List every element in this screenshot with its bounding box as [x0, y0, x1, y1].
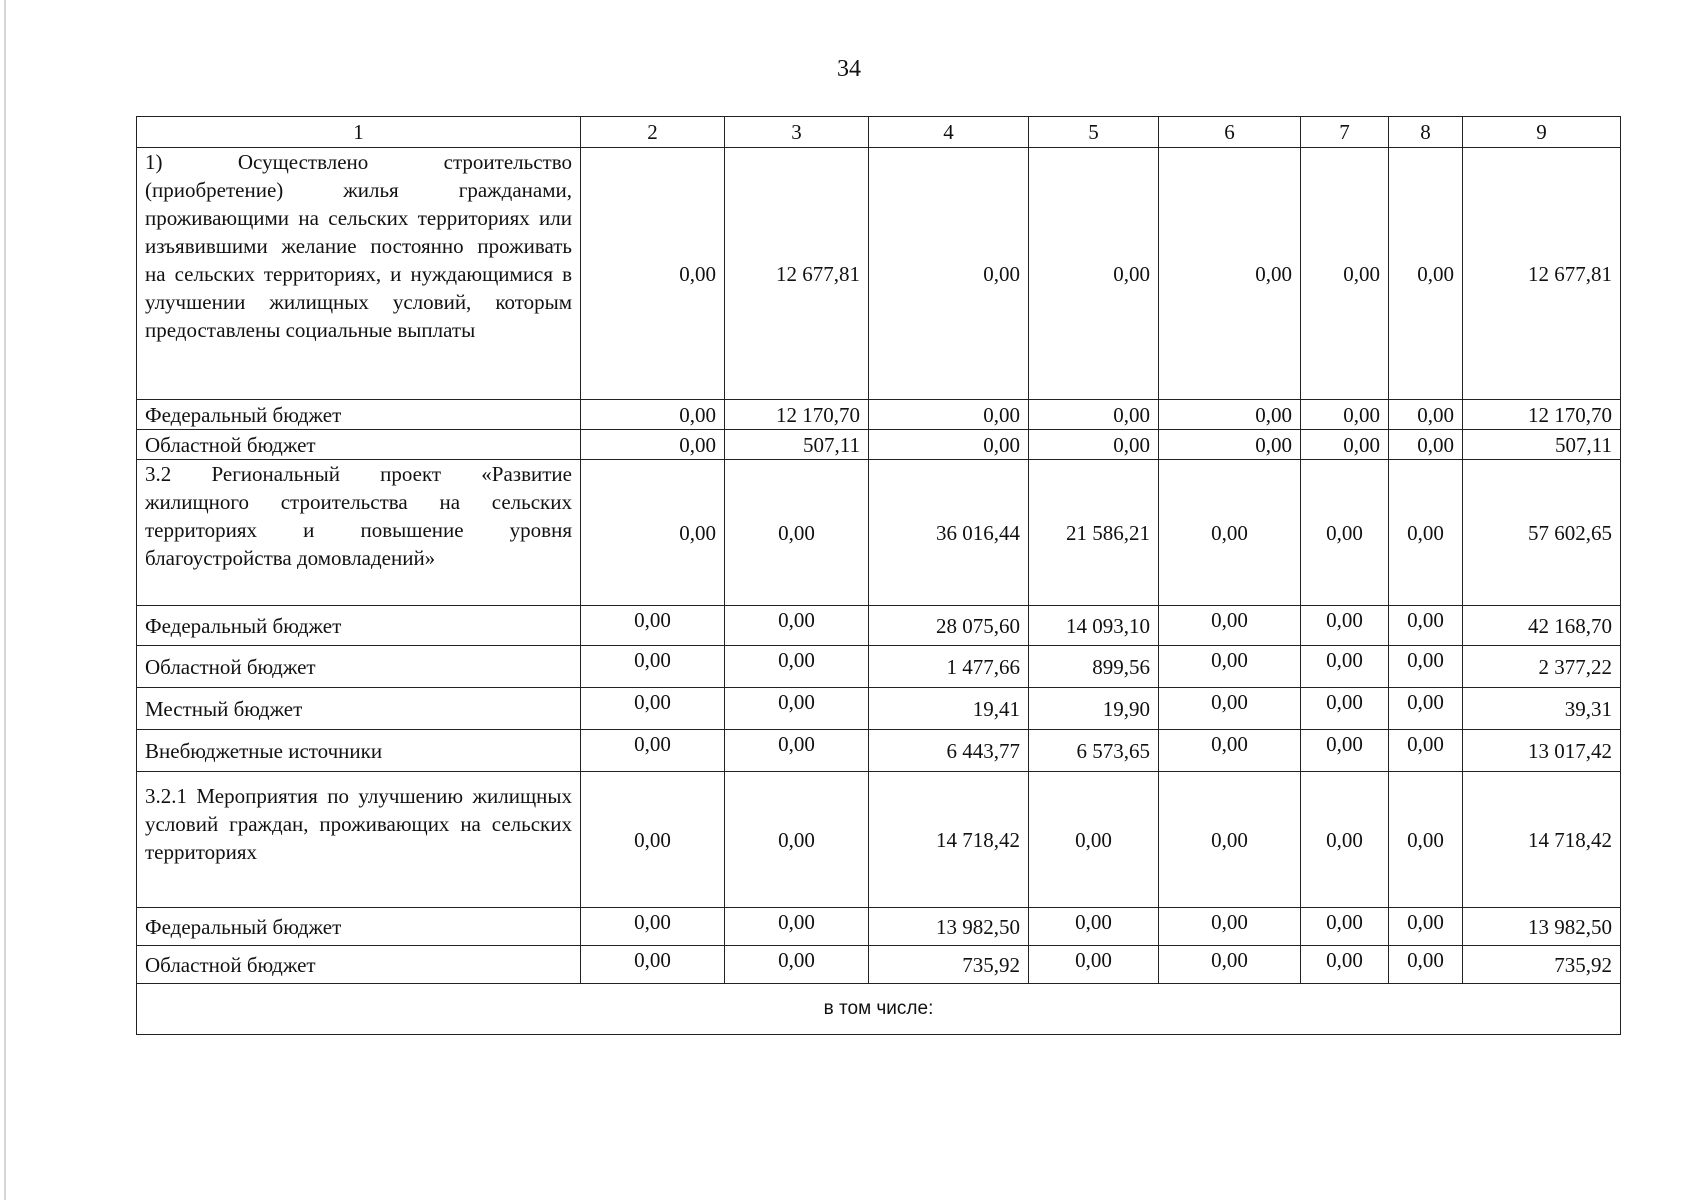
table-row [137, 400, 1621, 430]
table-cell: 507,11 [1463, 430, 1621, 460]
table-cell: 0,00 [581, 400, 725, 430]
table-cell: 0,00 [1301, 730, 1389, 772]
table-cell: 0,00 [581, 946, 725, 984]
table-cell: 0,00 [1389, 148, 1463, 400]
row-label: Федеральный бюджет [137, 606, 581, 646]
table-row [137, 908, 1621, 946]
table-cell: 12 170,70 [1463, 400, 1621, 430]
row-label: 1) Осуществлено строительство (приобретение) жилья гражданами, проживающими на сельских территориях или изъявившими желание постоянно проживать на сельских территориях, и нуждающимися в улучшении жилищных условий, которым предоставлены социальные выплаты [137, 148, 581, 400]
table-cell: 19,41 [869, 688, 1029, 730]
table-cell: 0,00 [1301, 148, 1389, 400]
table-row [137, 688, 1621, 730]
table-row [137, 772, 1621, 908]
table-cell: 13 017,42 [1463, 730, 1621, 772]
table-row [137, 148, 1621, 400]
table-cell: 0,00 [1389, 606, 1463, 646]
table-cell: 0,00 [725, 946, 869, 984]
header-row [137, 117, 1621, 148]
table-cell: 0,00 [725, 908, 869, 946]
table-cell: 0,00 [581, 730, 725, 772]
budget-table [136, 116, 1621, 1035]
table-cell: 28 075,60 [869, 606, 1029, 646]
table-cell: 39,31 [1463, 688, 1621, 730]
table-cell: 0,00 [1389, 730, 1463, 772]
table-cell: 0,00 [1301, 460, 1389, 606]
table-cell: 0,00 [1029, 148, 1159, 400]
row-label: Местный бюджет [137, 688, 581, 730]
table-row [137, 984, 1621, 1035]
table-cell: 0,00 [1159, 730, 1301, 772]
table-cell: 0,00 [725, 730, 869, 772]
table-cell: 0,00 [1029, 772, 1159, 908]
table-cell: 0,00 [725, 606, 869, 646]
table-cell: 899,56 [1029, 646, 1159, 688]
table-cell: 0,00 [725, 688, 869, 730]
table-cell: 12 170,70 [725, 400, 869, 430]
table-cell: 13 982,50 [1463, 908, 1621, 946]
table-cell: 0,00 [1159, 460, 1301, 606]
table-cell: 0,00 [869, 400, 1029, 430]
table-cell: 57 602,65 [1463, 460, 1621, 606]
row-label: Федеральный бюджет [137, 908, 581, 946]
table-cell: 0,00 [1389, 908, 1463, 946]
table-cell: 0,00 [1159, 400, 1301, 430]
table-cell: 0,00 [1301, 772, 1389, 908]
table-cell: 0,00 [1389, 430, 1463, 460]
table-cell: 0,00 [1159, 946, 1301, 984]
table-cell: 0,00 [581, 688, 725, 730]
table-cell: 0,00 [1301, 688, 1389, 730]
table-cell: 0,00 [1159, 688, 1301, 730]
column-header: 7 [1301, 117, 1389, 148]
table-cell: 12 677,81 [725, 148, 869, 400]
table-cell: 0,00 [1029, 908, 1159, 946]
table-cell: 0,00 [1159, 148, 1301, 400]
table-cell: 507,11 [725, 430, 869, 460]
column-header: 1 [137, 117, 581, 148]
table-cell: 42 168,70 [1463, 606, 1621, 646]
table-cell: 0,00 [725, 460, 869, 606]
table-cell: 0,00 [581, 606, 725, 646]
column-header: 2 [581, 117, 725, 148]
row-label: Внебюджетные источники [137, 730, 581, 772]
table-row [137, 606, 1621, 646]
row-label: 3.2.1 Мероприятия по улучшению жилищных условий граждан, проживающих на сельских территориях [137, 772, 581, 908]
table-cell: 735,92 [1463, 946, 1621, 984]
table-cell: 0,00 [1389, 688, 1463, 730]
table-cell: 0,00 [1301, 430, 1389, 460]
table-cell: 0,00 [869, 430, 1029, 460]
column-header: 9 [1463, 117, 1621, 148]
table-cell: 6 573,65 [1029, 730, 1159, 772]
table-cell: 0,00 [581, 772, 725, 908]
table-cell: 0,00 [581, 646, 725, 688]
table-cell: 0,00 [1389, 400, 1463, 430]
table-cell: 36 016,44 [869, 460, 1029, 606]
table-cell: 0,00 [1029, 430, 1159, 460]
table-row [137, 946, 1621, 984]
table-cell: 0,00 [1159, 606, 1301, 646]
table-cell: 0,00 [1029, 400, 1159, 430]
table-cell: 0,00 [1159, 772, 1301, 908]
row-label: Областной бюджет [137, 946, 581, 984]
table-cell: 0,00 [1389, 946, 1463, 984]
table-cell: 0,00 [869, 148, 1029, 400]
table-cell: 2 377,22 [1463, 646, 1621, 688]
table-cell: 6 443,77 [869, 730, 1029, 772]
table-row [137, 430, 1621, 460]
table-cell: 0,00 [1301, 400, 1389, 430]
table-cell: 0,00 [581, 148, 725, 400]
table-cell: 0,00 [1301, 908, 1389, 946]
table-cell: 0,00 [581, 908, 725, 946]
column-header: 3 [725, 117, 869, 148]
table-cell: 0,00 [1159, 430, 1301, 460]
table-cell: 0,00 [1159, 908, 1301, 946]
table-cell: 0,00 [725, 646, 869, 688]
including-note: в том числе: [137, 984, 1621, 1035]
table-row [137, 646, 1621, 688]
column-header: 5 [1029, 117, 1159, 148]
scan-edge-line [4, 0, 6, 1200]
column-header: 8 [1389, 117, 1463, 148]
table-cell: 0,00 [581, 430, 725, 460]
table-cell: 14 718,42 [869, 772, 1029, 908]
table-cell: 735,92 [869, 946, 1029, 984]
table-cell: 0,00 [1159, 646, 1301, 688]
table-cell: 19,90 [1029, 688, 1159, 730]
table-cell: 0,00 [1301, 606, 1389, 646]
table-cell: 0,00 [581, 460, 725, 606]
row-label: Федеральный бюджет [137, 400, 581, 430]
table-cell: 13 982,50 [869, 908, 1029, 946]
table-cell: 0,00 [1389, 646, 1463, 688]
row-label: Областной бюджет [137, 646, 581, 688]
page-number: 34 [837, 56, 861, 82]
table-cell: 0,00 [1389, 460, 1463, 606]
table-cell: 21 586,21 [1029, 460, 1159, 606]
table-cell: 0,00 [1301, 646, 1389, 688]
table-cell: 14 718,42 [1463, 772, 1621, 908]
table-cell: 0,00 [1301, 946, 1389, 984]
table-cell: 12 677,81 [1463, 148, 1621, 400]
column-header: 6 [1159, 117, 1301, 148]
table-row [137, 460, 1621, 606]
table-cell: 0,00 [725, 772, 869, 908]
table-cell: 1 477,66 [869, 646, 1029, 688]
row-label: Областной бюджет [137, 430, 581, 460]
column-header: 4 [869, 117, 1029, 148]
table-cell: 0,00 [1389, 772, 1463, 908]
table-cell: 0,00 [1029, 946, 1159, 984]
table-row [137, 730, 1621, 772]
row-label: 3.2 Региональный проект «Развитие жилищного строительства на сельских территориях и повышение уровня благоустройства домовладений» [137, 460, 581, 606]
table-cell: 14 093,10 [1029, 606, 1159, 646]
